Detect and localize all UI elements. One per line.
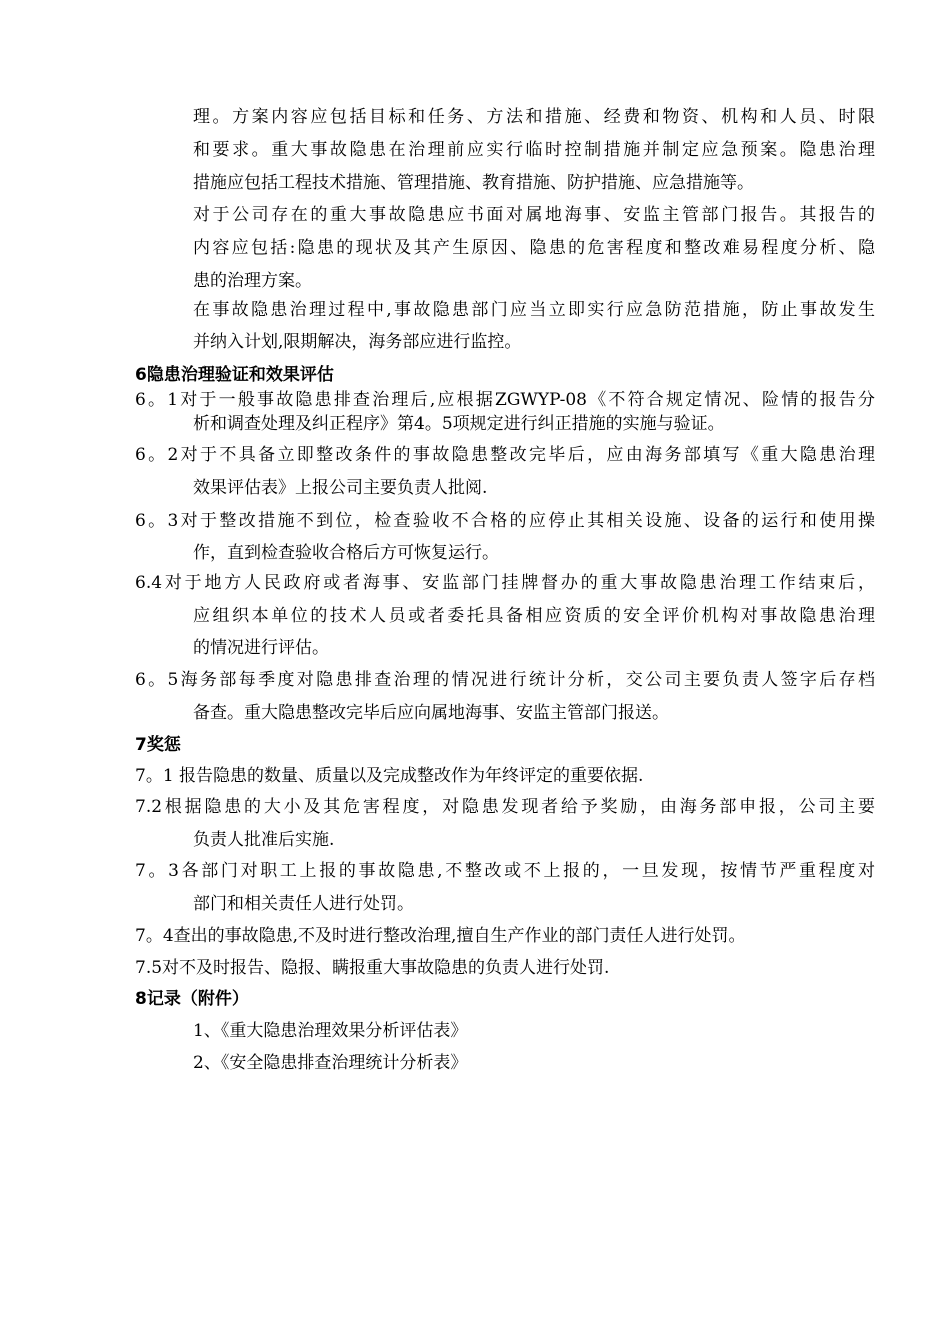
list-item: 6。2对于不具备立即整改条件的事故隐患整改完毕后，应由海务部填写《重大隐患治理 — [135, 445, 875, 465]
list-item: 6。1对于一般事故隐患排查治理后,应根据ZGWYP-08《不符合规定情况、险情的报告分 — [135, 390, 875, 410]
list-item-continuation: 部门和相关责任人进行处罚。 — [193, 894, 414, 914]
intro-line: 和要求。重大事故隐患在治理前应实行临时控制措施并制定应急预案。隐患治理 — [193, 140, 875, 160]
list-item-continuation: 备查。重大隐患整改完毕后应向属地海事、安监主管部门报送。 — [193, 703, 669, 723]
list-item-continuation: 负责人批准后实施. — [193, 830, 335, 850]
intro-line: 在事故隐患治理过程中,事故隐患部门应当立即实行应急防范措施，防止事故发生 — [193, 300, 875, 320]
list-item-continuation: 应组织本单位的技术人员或者委托具备相应资质的安全评价机构对事故隐患治理 — [193, 606, 875, 626]
list-item-continuation: 效果评估表》上报公司主要负责人批阅. — [193, 478, 488, 498]
list-item: 7。3各部门对职工上报的事故隐患,不整改或不上报的，一旦发现，按情节严重程度对 — [135, 861, 875, 881]
list-item-continuation: 的情况进行评估。 — [193, 638, 329, 658]
list-item: 7.2根据隐患的大小及其危害程度，对隐患发现者给予奖励，由海务部申报，公司主要 — [135, 797, 875, 817]
list-item: 7。1 报告隐患的数量、质量以及完成整改作为年终评定的重要依据. — [135, 766, 644, 786]
intro-line: 理。方案内容应包括目标和任务、方法和措施、经费和物资、机构和人员、时限 — [193, 107, 875, 127]
attachment-item: 2、《安全隐患排查治理统计分析表》 — [193, 1053, 468, 1073]
list-item: 6。5海务部每季度对隐患排查治理的情况进行统计分析，交公司主要负责人签字后存档 — [135, 670, 875, 690]
list-item-continuation: 作，直到检查验收合格后方可恢复运行。 — [193, 543, 499, 563]
section-heading: 8记录（附件） — [135, 989, 249, 1009]
list-item: 7。4查出的事故隐患,不及时进行整改治理,擅自生产作业的部门责任人进行处罚。 — [135, 926, 746, 946]
section-heading: 7奖惩 — [135, 735, 181, 755]
attachment-item: 1、《重大隐患治理效果分析评估表》 — [193, 1021, 468, 1041]
list-item: 6。3对于整改措施不到位，检查验收不合格的应停止其相关设施、设备的运行和使用操 — [135, 511, 875, 531]
intro-line: 患的治理方案。 — [193, 271, 312, 291]
list-item: 7.5对不及时报告、隐报、瞒报重大事故隐患的负责人进行处罚. — [135, 958, 610, 978]
section-heading: 6隐患治理验证和效果评估 — [135, 365, 334, 385]
intro-line: 对于公司存在的重大事故隐患应书面对属地海事、安监主管部门报告。其报告的 — [193, 205, 875, 225]
list-item: 6.4对于地方人民政府或者海事、安监部门挂牌督办的重大事故隐患治理工作结束后， — [135, 573, 875, 593]
list-item-continuation: 析和调查处理及纠正程序》第4。5项规定进行纠正措施的实施与验证。 — [193, 414, 725, 434]
intro-line: 内容应包括:隐患的现状及其产生原因、隐患的危害程度和整改难易程度分析、隐 — [193, 238, 875, 258]
intro-line: 措施应包括工程技术措施、管理措施、教育措施、防护措施、应急措施等。 — [193, 173, 754, 193]
intro-line: 并纳入计划,限期解决，海务部应进行监控。 — [193, 332, 522, 352]
